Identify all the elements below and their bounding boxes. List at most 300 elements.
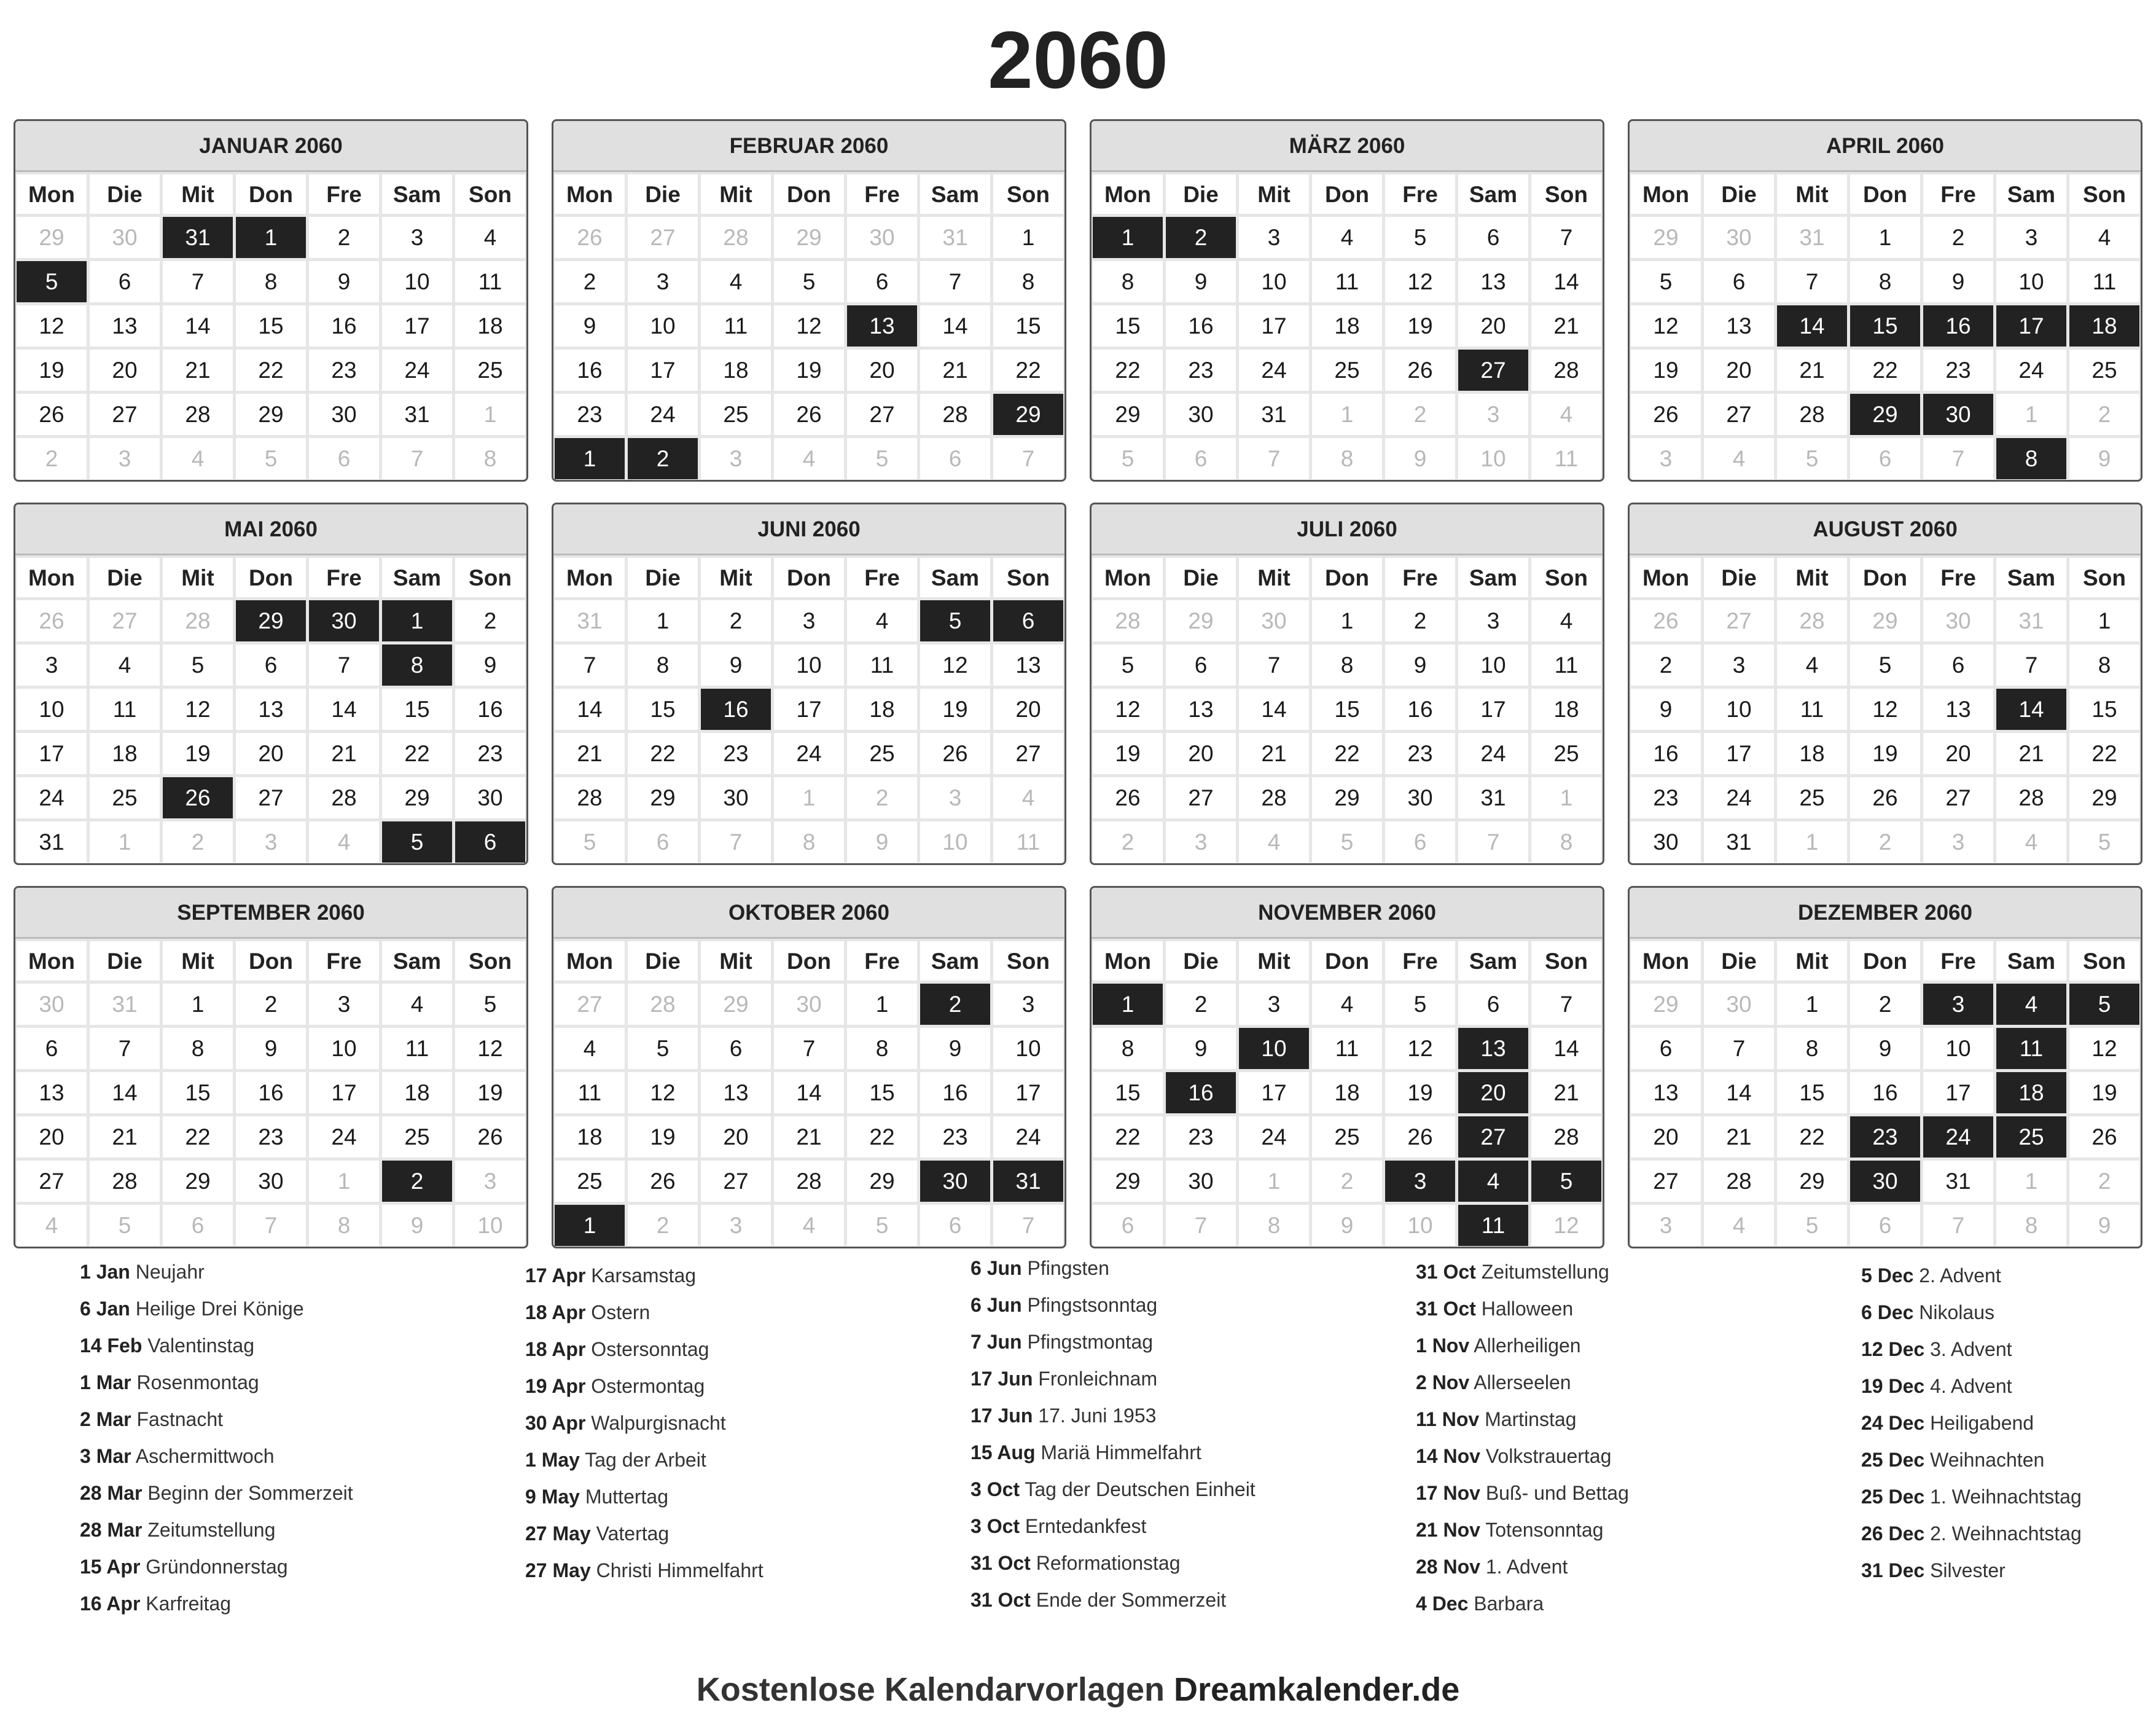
day-cell: 30: [1239, 600, 1309, 641]
holiday-date: 18 Apr: [525, 1338, 586, 1360]
holiday-date: 17 Apr: [525, 1264, 586, 1287]
day-cell: 24: [993, 1116, 1063, 1158]
day-cell: 10: [993, 1028, 1063, 1069]
day-cell: 28: [1996, 777, 2066, 818]
day-cell: 26: [17, 600, 87, 641]
weekday-header: Mit: [1239, 941, 1309, 981]
day-cell: 6: [1631, 1028, 1701, 1069]
day-cell: 11: [847, 644, 917, 686]
day-cell: 8: [1312, 438, 1382, 479]
day-cell: 11: [555, 1072, 625, 1113]
day-cell: 19: [2069, 1072, 2139, 1113]
day-cell: 13: [1704, 305, 1774, 347]
day-cell: 8: [309, 1205, 379, 1246]
day-cell: 15: [1777, 1072, 1847, 1113]
holiday-date: 1 Jan: [80, 1261, 130, 1283]
weekday-header: Sam: [382, 941, 452, 981]
day-cell: 17: [993, 1072, 1063, 1113]
day-cell: 31: [1996, 600, 2066, 641]
holiday-name: 1. Weihnachtstag: [1930, 1486, 2082, 1508]
month-day-grid: [1630, 172, 2141, 479]
day-cell: 25: [90, 777, 160, 818]
day-cell: 28: [1531, 1116, 1601, 1158]
day-cell: 3: [774, 600, 844, 641]
day-cell: 18: [1312, 1072, 1382, 1113]
day-cell: 10: [1239, 261, 1309, 302]
weekday-header: Fre: [1385, 174, 1455, 214]
day-cell: 12: [774, 305, 844, 347]
holiday-date: 28 Mar: [80, 1519, 143, 1541]
holiday-day-cell: 16: [1166, 1072, 1236, 1113]
day-cell: 20: [847, 350, 917, 391]
day-cell: 10: [1704, 689, 1774, 730]
day-cell: 21: [920, 350, 990, 391]
holiday-day-cell: 30: [1923, 394, 1993, 435]
day-cell: 9: [1312, 1205, 1382, 1246]
day-cell: 17: [628, 350, 698, 391]
day-cell: 1: [1312, 394, 1382, 435]
day-cell: 19: [1631, 350, 1701, 391]
day-cell: 28: [163, 394, 233, 435]
holiday-date: 6 Jan: [80, 1298, 130, 1320]
day-cell: 3: [1631, 438, 1701, 479]
day-cell: 3: [1923, 821, 1993, 863]
holiday-day-cell: 15: [1850, 305, 1920, 347]
day-cell: 12: [17, 305, 87, 347]
holiday-date: 26 Dec: [1861, 1522, 1925, 1545]
weekday-header: Mit: [701, 941, 771, 981]
holiday-day-cell: 1: [555, 438, 625, 479]
holiday-day-cell: 4: [1996, 984, 2066, 1025]
day-cell: 18: [1777, 733, 1847, 774]
day-cell: 20: [236, 733, 306, 774]
holiday-date: 2 Nov: [1416, 1371, 1470, 1393]
day-cell: 9: [455, 644, 525, 686]
day-cell: 6: [17, 1028, 87, 1069]
holiday-date: 6 Jun: [971, 1257, 1022, 1279]
holiday-item: [971, 1545, 1400, 1581]
day-cell: 22: [163, 1116, 233, 1158]
holiday-day-cell: 2: [1166, 217, 1236, 258]
day-cell: 31: [17, 821, 87, 863]
weekday-header: Fre: [1385, 558, 1455, 597]
day-cell: 22: [993, 350, 1063, 391]
month-title: JANUAR 2060: [15, 121, 526, 172]
holiday-item: [525, 1552, 955, 1589]
day-cell: 2: [701, 600, 771, 641]
day-cell: 2: [1312, 1161, 1382, 1202]
day-cell: 7: [309, 644, 379, 686]
day-cell: 2: [236, 984, 306, 1025]
day-cell: 6: [1458, 984, 1528, 1025]
day-cell: 27: [701, 1161, 771, 1202]
day-cell: 1: [1239, 1161, 1309, 1202]
day-cell: 12: [1385, 1028, 1455, 1069]
day-cell: 18: [1531, 689, 1601, 730]
holiday-item: [80, 1438, 510, 1475]
day-cell: 27: [90, 600, 160, 641]
month-title: MAI 2060: [15, 504, 526, 555]
day-cell: 15: [236, 305, 306, 347]
month-title: MÄRZ 2060: [1092, 121, 1603, 172]
day-cell: 26: [920, 733, 990, 774]
day-cell: 27: [1704, 600, 1774, 641]
weekday-header: Die: [1166, 558, 1236, 597]
weekday-header: Fre: [309, 941, 379, 981]
holiday-day-cell: 18: [1996, 1072, 2066, 1113]
day-cell: 7: [993, 1205, 1063, 1246]
day-cell: 11: [1312, 261, 1382, 302]
day-cell: 6: [920, 438, 990, 479]
month-day-grid: [553, 555, 1064, 863]
month-day-grid: [1630, 939, 2141, 1246]
day-cell: 1: [90, 821, 160, 863]
day-cell: 7: [1923, 1205, 1993, 1246]
day-cell: 2: [309, 217, 379, 258]
day-cell: 19: [17, 350, 87, 391]
day-cell: 20: [1704, 350, 1774, 391]
day-cell: 3: [1458, 394, 1528, 435]
day-cell: 31: [382, 394, 452, 435]
day-cell: 23: [1923, 350, 1993, 391]
holiday-name: Buß- und Bettag: [1485, 1482, 1629, 1504]
holiday-name: 2. Advent: [1919, 1264, 2001, 1287]
weekday-header: Die: [628, 174, 698, 214]
day-cell: 1: [1777, 984, 1847, 1025]
day-cell: 23: [309, 350, 379, 391]
day-cell: 14: [309, 689, 379, 730]
weekday-header: Mit: [1777, 174, 1847, 214]
holiday-date: 12 Dec: [1861, 1338, 1925, 1360]
day-cell: 17: [1239, 1072, 1309, 1113]
holiday-item: [971, 1471, 1400, 1508]
holiday-item: [971, 1581, 1400, 1618]
holiday-name: Christi Himmelfahrt: [596, 1559, 764, 1581]
day-cell: 21: [1531, 305, 1601, 347]
day-cell: 1: [309, 1161, 379, 1202]
holiday-name: Karfreitag: [146, 1593, 232, 1615]
holiday-name: Karsamstag: [591, 1264, 697, 1287]
day-cell: 2: [1385, 600, 1455, 641]
day-cell: 28: [555, 777, 625, 818]
day-cell: 22: [1850, 350, 1920, 391]
holiday-date: 30 Apr: [525, 1412, 586, 1434]
holiday-day-cell: 1: [236, 217, 306, 258]
day-cell: 18: [1312, 305, 1382, 347]
holiday-item: [525, 1294, 955, 1331]
day-cell: 27: [1923, 777, 1993, 818]
day-cell: 27: [1166, 777, 1236, 818]
holiday-item: [525, 1368, 955, 1405]
holiday-day-cell: 2: [920, 984, 990, 1025]
day-cell: 31: [555, 600, 625, 641]
month-title: AUGUST 2060: [1630, 504, 2141, 555]
day-cell: 3: [993, 984, 1063, 1025]
day-cell: 20: [1631, 1116, 1701, 1158]
weekday-header: Don: [236, 174, 306, 214]
day-cell: 3: [1458, 600, 1528, 641]
weekday-header: Sam: [1996, 558, 2066, 597]
day-cell: 23: [1631, 777, 1701, 818]
holiday-day-cell: 13: [1458, 1028, 1528, 1069]
day-cell: 9: [309, 261, 379, 302]
day-cell: 15: [1093, 305, 1163, 347]
day-cell: 24: [1996, 350, 2066, 391]
day-cell: 2: [1923, 217, 1993, 258]
holiday-day-cell: 6: [993, 600, 1063, 641]
day-cell: 24: [17, 777, 87, 818]
day-cell: 5: [774, 261, 844, 302]
day-cell: 3: [1631, 1205, 1701, 1246]
weekday-header: Mit: [1777, 558, 1847, 597]
day-cell: 17: [1458, 689, 1528, 730]
day-cell: 6: [163, 1205, 233, 1246]
holiday-day-cell: 16: [1923, 305, 1993, 347]
holiday-name: Ende der Sommerzeit: [1036, 1589, 1227, 1611]
day-cell: 23: [236, 1116, 306, 1158]
holiday-item: [1416, 1290, 1846, 1327]
holiday-day-cell: 2: [382, 1161, 452, 1202]
day-cell: 29: [1631, 217, 1701, 258]
day-cell: 26: [774, 394, 844, 435]
day-cell: 28: [163, 600, 233, 641]
month-day-grid: [1092, 939, 1603, 1246]
holiday-item: [1416, 1364, 1846, 1401]
day-cell: 1: [455, 394, 525, 435]
weekday-header: Fre: [309, 558, 379, 597]
day-cell: 8: [236, 261, 306, 302]
weekday-header: Son: [1531, 558, 1601, 597]
month-calendar: [1090, 886, 1604, 1248]
month-calendar: [1628, 886, 2142, 1248]
day-cell: 22: [1312, 733, 1382, 774]
holiday-item: [1861, 1478, 2156, 1515]
day-cell: 29: [628, 777, 698, 818]
day-cell: 11: [701, 305, 771, 347]
holiday-day-cell: 29: [236, 600, 306, 641]
holiday-item: [1416, 1585, 1846, 1622]
day-cell: 2: [1850, 821, 1920, 863]
day-cell: 10: [1923, 1028, 1993, 1069]
day-cell: 24: [1458, 733, 1528, 774]
day-cell: 9: [1385, 644, 1455, 686]
weekday-header: Son: [455, 558, 525, 597]
weekday-header: Die: [1166, 174, 1236, 214]
day-cell: 1: [1996, 1161, 2066, 1202]
day-cell: 21: [90, 1116, 160, 1158]
holiday-date: 4 Dec: [1416, 1593, 1469, 1615]
day-cell: 23: [1166, 350, 1236, 391]
day-cell: 26: [628, 1161, 698, 1202]
day-cell: 6: [1458, 217, 1528, 258]
day-cell: 29: [1312, 777, 1382, 818]
weekday-header: Mon: [555, 558, 625, 597]
holiday-item: [525, 1441, 955, 1478]
day-cell: 3: [382, 217, 452, 258]
day-cell: 28: [920, 394, 990, 435]
day-cell: 28: [701, 217, 771, 258]
day-cell: 7: [774, 1028, 844, 1069]
month-calendar: [1628, 503, 2142, 865]
day-cell: 2: [2069, 1161, 2139, 1202]
day-cell: 30: [236, 1161, 306, 1202]
day-cell: 24: [1239, 1116, 1309, 1158]
day-cell: 16: [455, 689, 525, 730]
day-cell: 29: [847, 1161, 917, 1202]
holiday-name: Aschermittwoch: [135, 1445, 275, 1467]
day-cell: 14: [555, 689, 625, 730]
weekday-header: Mon: [1093, 941, 1163, 981]
holiday-item: [971, 1323, 1400, 1360]
weekday-header: Die: [90, 174, 160, 214]
month-title: APRIL 2060: [1630, 121, 2141, 172]
day-cell: 2: [2069, 394, 2139, 435]
holiday-list: [0, 1253, 2156, 1634]
holiday-day-cell: 14: [1777, 305, 1847, 347]
holiday-item: [1416, 1548, 1846, 1585]
month-calendar: [552, 119, 1066, 482]
day-cell: 4: [2069, 217, 2139, 258]
day-cell: 22: [1093, 350, 1163, 391]
holiday-day-cell: 16: [701, 689, 771, 730]
day-cell: 20: [17, 1116, 87, 1158]
day-cell: 14: [1531, 1028, 1601, 1069]
day-cell: 3: [1239, 984, 1309, 1025]
holiday-date: 31 Oct: [971, 1552, 1031, 1574]
day-cell: 3: [1239, 217, 1309, 258]
weekday-header: Mon: [1631, 558, 1701, 597]
day-cell: 5: [1093, 438, 1163, 479]
holiday-name: Gründonnerstag: [146, 1556, 288, 1578]
weekday-header: Son: [1531, 174, 1601, 214]
holiday-item: [80, 1475, 510, 1511]
day-cell: 10: [774, 644, 844, 686]
day-cell: 12: [920, 644, 990, 686]
weekday-header: Mon: [1093, 558, 1163, 597]
holiday-day-cell: 5: [1531, 1161, 1601, 1202]
holiday-item: [1861, 1515, 2156, 1552]
day-cell: 9: [701, 644, 771, 686]
day-cell: 9: [555, 305, 625, 347]
day-cell: 29: [1166, 600, 1236, 641]
holiday-item: [971, 1250, 1400, 1287]
day-cell: 26: [455, 1116, 525, 1158]
day-cell: 10: [1458, 644, 1528, 686]
holiday-day-cell: 27: [1458, 350, 1528, 391]
holiday-day-cell: 27: [1458, 1116, 1528, 1158]
day-cell: 5: [1631, 261, 1701, 302]
day-cell: 2: [1385, 394, 1455, 435]
day-cell: 27: [17, 1161, 87, 1202]
month-day-grid: [553, 939, 1064, 1246]
holiday-date: 5 Dec: [1861, 1264, 1914, 1287]
day-cell: 28: [1239, 777, 1309, 818]
day-cell: 12: [455, 1028, 525, 1069]
holiday-item: [1861, 1294, 2156, 1331]
holiday-item: [971, 1287, 1400, 1323]
holiday-day-cell: 11: [1996, 1028, 2066, 1069]
holiday-item: [1861, 1331, 2156, 1368]
day-cell: 25: [1312, 1116, 1382, 1158]
day-cell: 6: [1704, 261, 1774, 302]
day-cell: 4: [555, 1028, 625, 1069]
weekday-header: Fre: [847, 174, 917, 214]
holiday-date: 16 Apr: [80, 1593, 141, 1615]
day-cell: 8: [628, 644, 698, 686]
holiday-date: 31 Dec: [1861, 1559, 1925, 1581]
day-cell: 1: [628, 600, 698, 641]
day-cell: 5: [1312, 821, 1382, 863]
weekday-header: Don: [1850, 941, 1920, 981]
day-cell: 22: [1093, 1116, 1163, 1158]
weekday-header: Die: [1704, 941, 1774, 981]
day-cell: 15: [1312, 689, 1382, 730]
holiday-date: 25 Dec: [1861, 1449, 1925, 1471]
day-cell: 18: [701, 350, 771, 391]
day-cell: 3: [920, 777, 990, 818]
day-cell: 2: [1631, 644, 1701, 686]
footer-text: Kostenlose Kalendarvorlagen: [696, 1671, 1174, 1708]
day-cell: 7: [993, 438, 1063, 479]
day-cell: 23: [455, 733, 525, 774]
day-cell: 8: [847, 1028, 917, 1069]
day-cell: 9: [920, 1028, 990, 1069]
day-cell: 8: [1850, 261, 1920, 302]
holiday-item: [525, 1405, 955, 1441]
day-cell: 30: [90, 217, 160, 258]
holiday-name: Vatertag: [596, 1522, 670, 1545]
month-title: JULI 2060: [1092, 504, 1603, 555]
holiday-name: Nikolaus: [1919, 1301, 1994, 1323]
day-cell: 7: [1239, 438, 1309, 479]
day-cell: 29: [1631, 984, 1701, 1025]
day-cell: 30: [1923, 600, 1993, 641]
holiday-name: Martinstag: [1485, 1408, 1577, 1430]
day-cell: 3: [90, 438, 160, 479]
weekday-header: Sam: [382, 558, 452, 597]
day-cell: 11: [1312, 1028, 1382, 1069]
day-cell: 12: [1385, 261, 1455, 302]
day-cell: 2: [1093, 821, 1163, 863]
day-cell: 16: [1850, 1072, 1920, 1113]
day-cell: 24: [382, 350, 452, 391]
holiday-day-cell: 18: [2069, 305, 2139, 347]
day-cell: 17: [1704, 733, 1774, 774]
holiday-name: Mariä Himmelfahrt: [1041, 1441, 1201, 1463]
day-cell: 15: [2069, 689, 2139, 730]
day-cell: 9: [1631, 689, 1701, 730]
holiday-day-cell: 26: [163, 777, 233, 818]
holiday-name: Erntedankfest: [1025, 1515, 1147, 1537]
day-cell: 2: [163, 821, 233, 863]
day-cell: 5: [1777, 438, 1847, 479]
day-cell: 1: [1777, 821, 1847, 863]
weekday-header: Sam: [1458, 174, 1528, 214]
day-cell: 25: [455, 350, 525, 391]
month-grid: [14, 119, 2142, 1250]
day-cell: 5: [1385, 984, 1455, 1025]
day-cell: 4: [163, 438, 233, 479]
day-cell: 9: [1166, 1028, 1236, 1069]
day-cell: 6: [628, 821, 698, 863]
day-cell: 6: [1923, 644, 1993, 686]
day-cell: 24: [1704, 777, 1774, 818]
holiday-name: 1. Advent: [1485, 1556, 1568, 1578]
day-cell: 16: [1166, 305, 1236, 347]
weekday-header: Don: [236, 941, 306, 981]
holiday-day-cell: 3: [1385, 1161, 1455, 1202]
footer-site-link[interactable]: Dreamkalender.de: [1173, 1671, 1460, 1708]
